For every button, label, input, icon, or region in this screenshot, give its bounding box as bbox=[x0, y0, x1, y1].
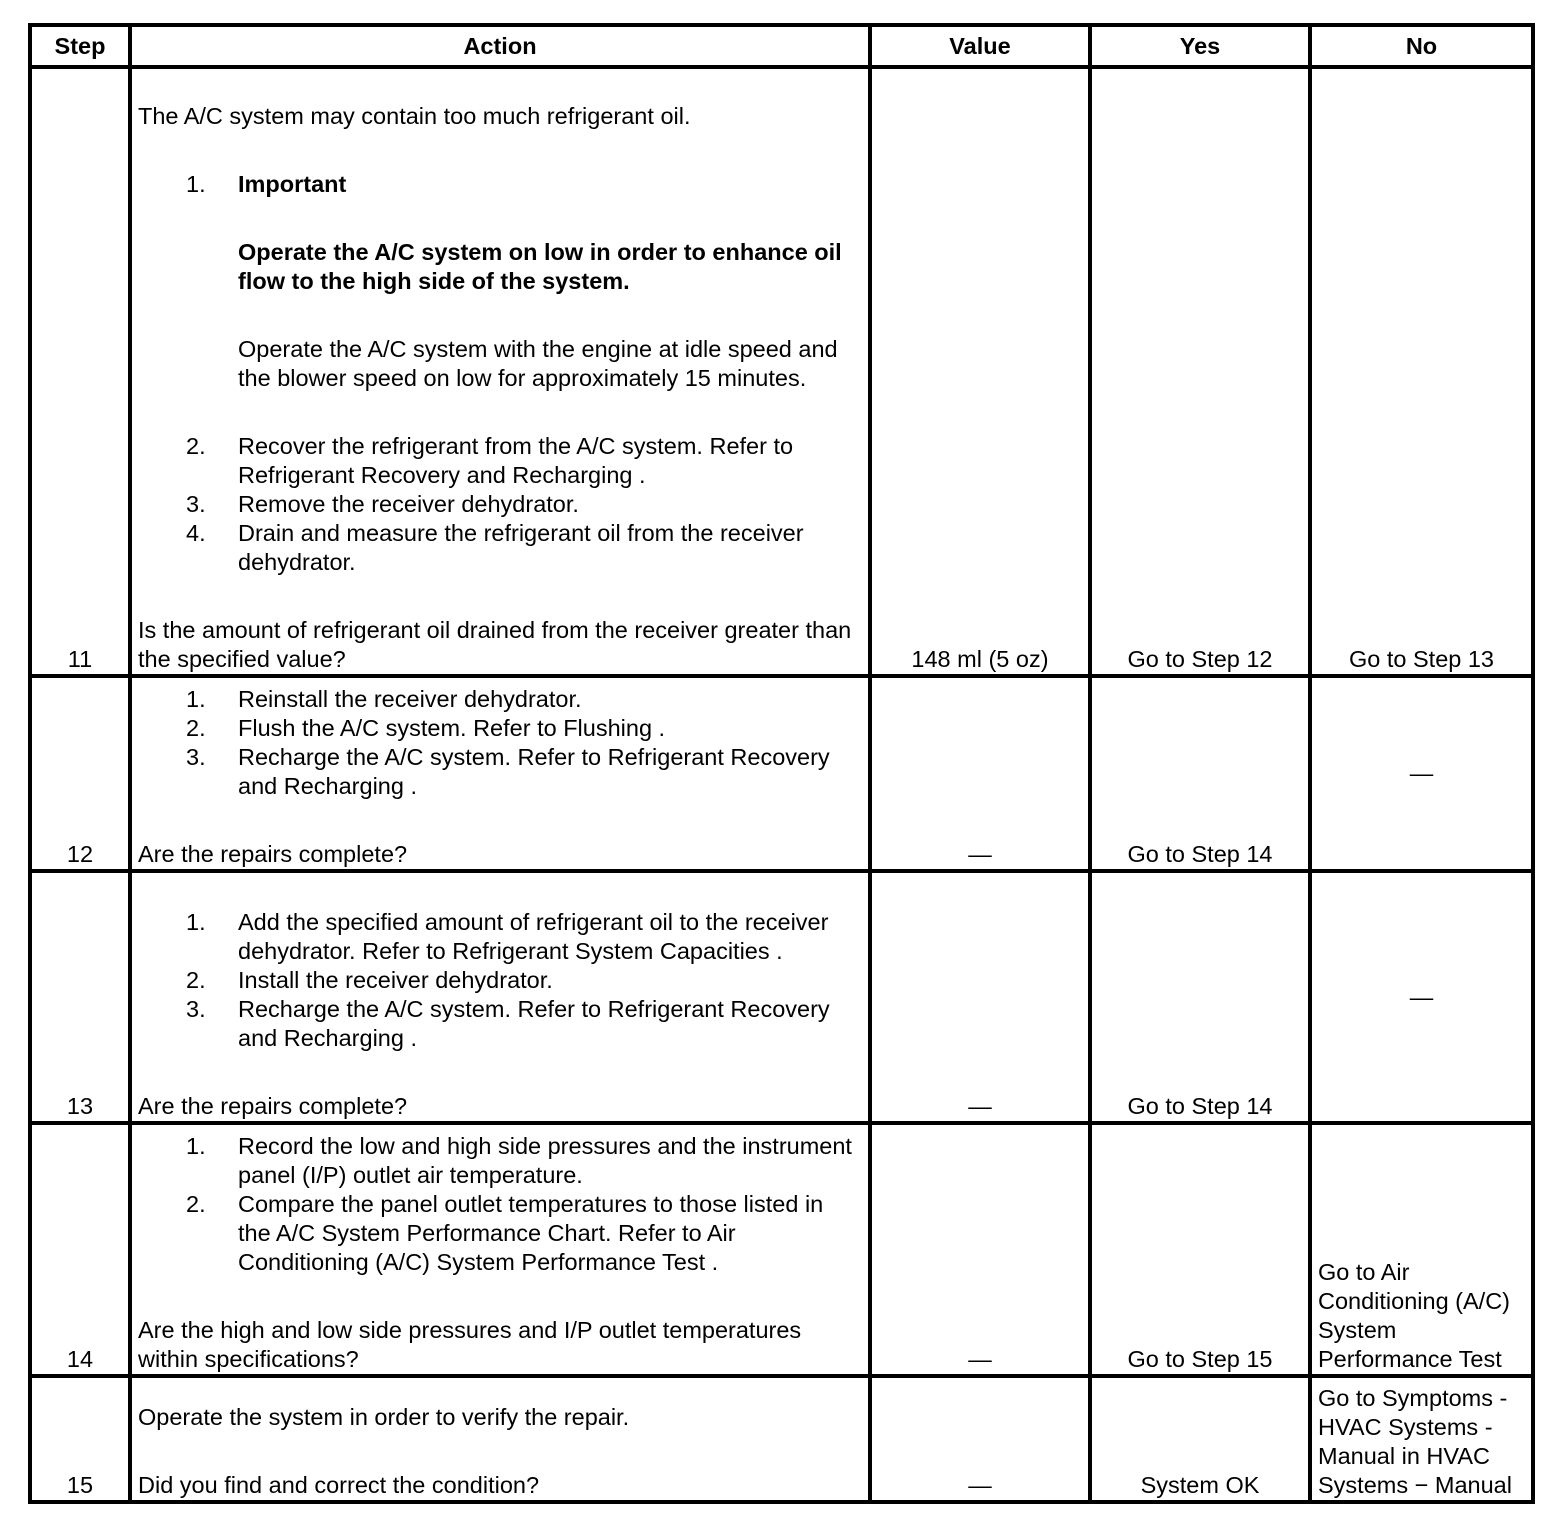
table-row bbox=[30, 676, 1533, 871]
yes-cell: Go to Step 14 bbox=[1090, 676, 1310, 871]
action-question: Are the high and low side pressures and I/P outlet temperatures within specifications? bbox=[138, 1317, 802, 1372]
item-number: 2. bbox=[186, 715, 206, 741]
yes-cell: Go to Step 15 bbox=[1090, 1123, 1310, 1376]
no-cell: — bbox=[1310, 676, 1533, 871]
step-number: 12 bbox=[30, 676, 130, 871]
value-cell: — bbox=[870, 871, 1090, 1123]
list-item bbox=[138, 685, 862, 714]
action-cell bbox=[130, 676, 870, 871]
list-item bbox=[138, 1132, 862, 1190]
yes-cell: System OK bbox=[1090, 1376, 1310, 1502]
item-text: Compare the panel outlet temperatures to those listed in the A/C System Performance Chart. Refer to Air Conditioning (A/C) System Performance Test . bbox=[238, 1191, 824, 1275]
item-number: 3. bbox=[186, 744, 206, 770]
yes-cell: Go to Step 14 bbox=[1090, 871, 1310, 1123]
item-number: 1. bbox=[186, 1133, 206, 1159]
no-cell: — bbox=[1310, 871, 1533, 1123]
item-text: Operate the A/C system with the engine at idle speed and the blower speed on low for approximately 15 minutes. bbox=[238, 336, 838, 391]
value-cell: — bbox=[870, 1123, 1090, 1376]
item-text: Install the receiver dehydrator. bbox=[238, 967, 553, 993]
header-value: Value bbox=[870, 25, 1090, 67]
no-cell: Go to Symptoms - HVAC Systems - Manual in HVAC Systems − Manual bbox=[1310, 1376, 1533, 1502]
action-cell bbox=[130, 871, 870, 1123]
yes-cell: Go to Step 12 bbox=[1090, 67, 1310, 676]
important-text: Operate the A/C system on low in order to enhance oil flow to the high side of the system. bbox=[238, 239, 842, 294]
action-intro: The A/C system may contain too much refrigerant oil. bbox=[138, 103, 691, 129]
item-text: Add the specified amount of refrigerant oil to the receiver dehydrator. Refer to Refrigerant System Capacities . bbox=[238, 909, 829, 964]
step-number: 13 bbox=[30, 871, 130, 1123]
item-number: 2. bbox=[186, 433, 206, 459]
item-text: Recover the refrigerant from the A/C system. Refer to Refrigerant Recovery and Recharging . bbox=[238, 433, 794, 488]
item-text: Remove the receiver dehydrator. bbox=[238, 491, 579, 517]
step-number: 15 bbox=[30, 1376, 130, 1502]
action-steps bbox=[138, 170, 862, 577]
header-no: No bbox=[1310, 25, 1533, 67]
action-question: Are the repairs complete? bbox=[138, 1093, 408, 1119]
list-item bbox=[138, 490, 862, 519]
action-cell bbox=[130, 67, 870, 676]
item-number: 4. bbox=[186, 520, 206, 546]
list-item bbox=[138, 170, 862, 432]
action-steps bbox=[138, 1132, 862, 1277]
list-item bbox=[138, 995, 862, 1053]
value-cell: — bbox=[870, 676, 1090, 871]
table-row bbox=[30, 67, 1533, 676]
value-cell: — bbox=[870, 1376, 1090, 1502]
item-number: 2. bbox=[186, 1191, 206, 1217]
step-number: 14 bbox=[30, 1123, 130, 1376]
action-question: Did you find and correct the condition? bbox=[138, 1472, 540, 1498]
header-yes: Yes bbox=[1090, 25, 1310, 67]
no-cell: Go to Air Conditioning (A/C) System Performance Test bbox=[1310, 1123, 1533, 1376]
action-steps bbox=[138, 908, 862, 1053]
item-number: 3. bbox=[186, 996, 206, 1022]
no-cell: Go to Step 13 bbox=[1310, 67, 1533, 676]
header-step: Step bbox=[30, 25, 130, 67]
step-number: 11 bbox=[30, 67, 130, 676]
item-number: 1. bbox=[186, 909, 206, 935]
item-text: Record the low and high side pressures and the instrument panel (I/P) outlet air temperature. bbox=[238, 1133, 852, 1188]
header-row bbox=[30, 25, 1533, 67]
item-number: 1. bbox=[186, 171, 206, 197]
list-item bbox=[138, 743, 862, 801]
list-item bbox=[138, 714, 862, 743]
action-cell bbox=[130, 1376, 870, 1502]
list-item bbox=[138, 1190, 862, 1277]
item-text: Flush the A/C system. Refer to Flushing . bbox=[238, 715, 666, 741]
list-item bbox=[138, 966, 862, 995]
item-number: 3. bbox=[186, 491, 206, 517]
value-cell: 148 ml (5 oz) bbox=[870, 67, 1090, 676]
header-action: Action bbox=[130, 25, 870, 67]
list-item bbox=[138, 432, 862, 490]
item-text: Drain and measure the refrigerant oil from the receiver dehydrator. bbox=[238, 520, 804, 575]
list-item bbox=[138, 519, 862, 577]
table-row bbox=[30, 1123, 1533, 1376]
action-intro: Operate the system in order to verify the repair. bbox=[138, 1404, 630, 1430]
item-text: Reinstall the receiver dehydrator. bbox=[238, 686, 582, 712]
table-row bbox=[30, 871, 1533, 1123]
item-text: Recharge the A/C system. Refer to Refrigerant Recovery and Recharging . bbox=[238, 996, 830, 1051]
action-cell bbox=[130, 1123, 870, 1376]
item-text: Recharge the A/C system. Refer to Refrigerant Recovery and Recharging . bbox=[238, 744, 830, 799]
item-number: 2. bbox=[186, 967, 206, 993]
important-label: Important bbox=[238, 171, 347, 197]
action-question: Is the amount of refrigerant oil drained from the receiver greater than the specified value? bbox=[138, 617, 852, 672]
item-number: 1. bbox=[186, 686, 206, 712]
list-item bbox=[138, 908, 862, 966]
action-steps bbox=[138, 685, 862, 801]
action-question: Are the repairs complete? bbox=[138, 841, 408, 867]
diagnostic-table bbox=[28, 23, 1535, 1504]
table-row bbox=[30, 1376, 1533, 1502]
